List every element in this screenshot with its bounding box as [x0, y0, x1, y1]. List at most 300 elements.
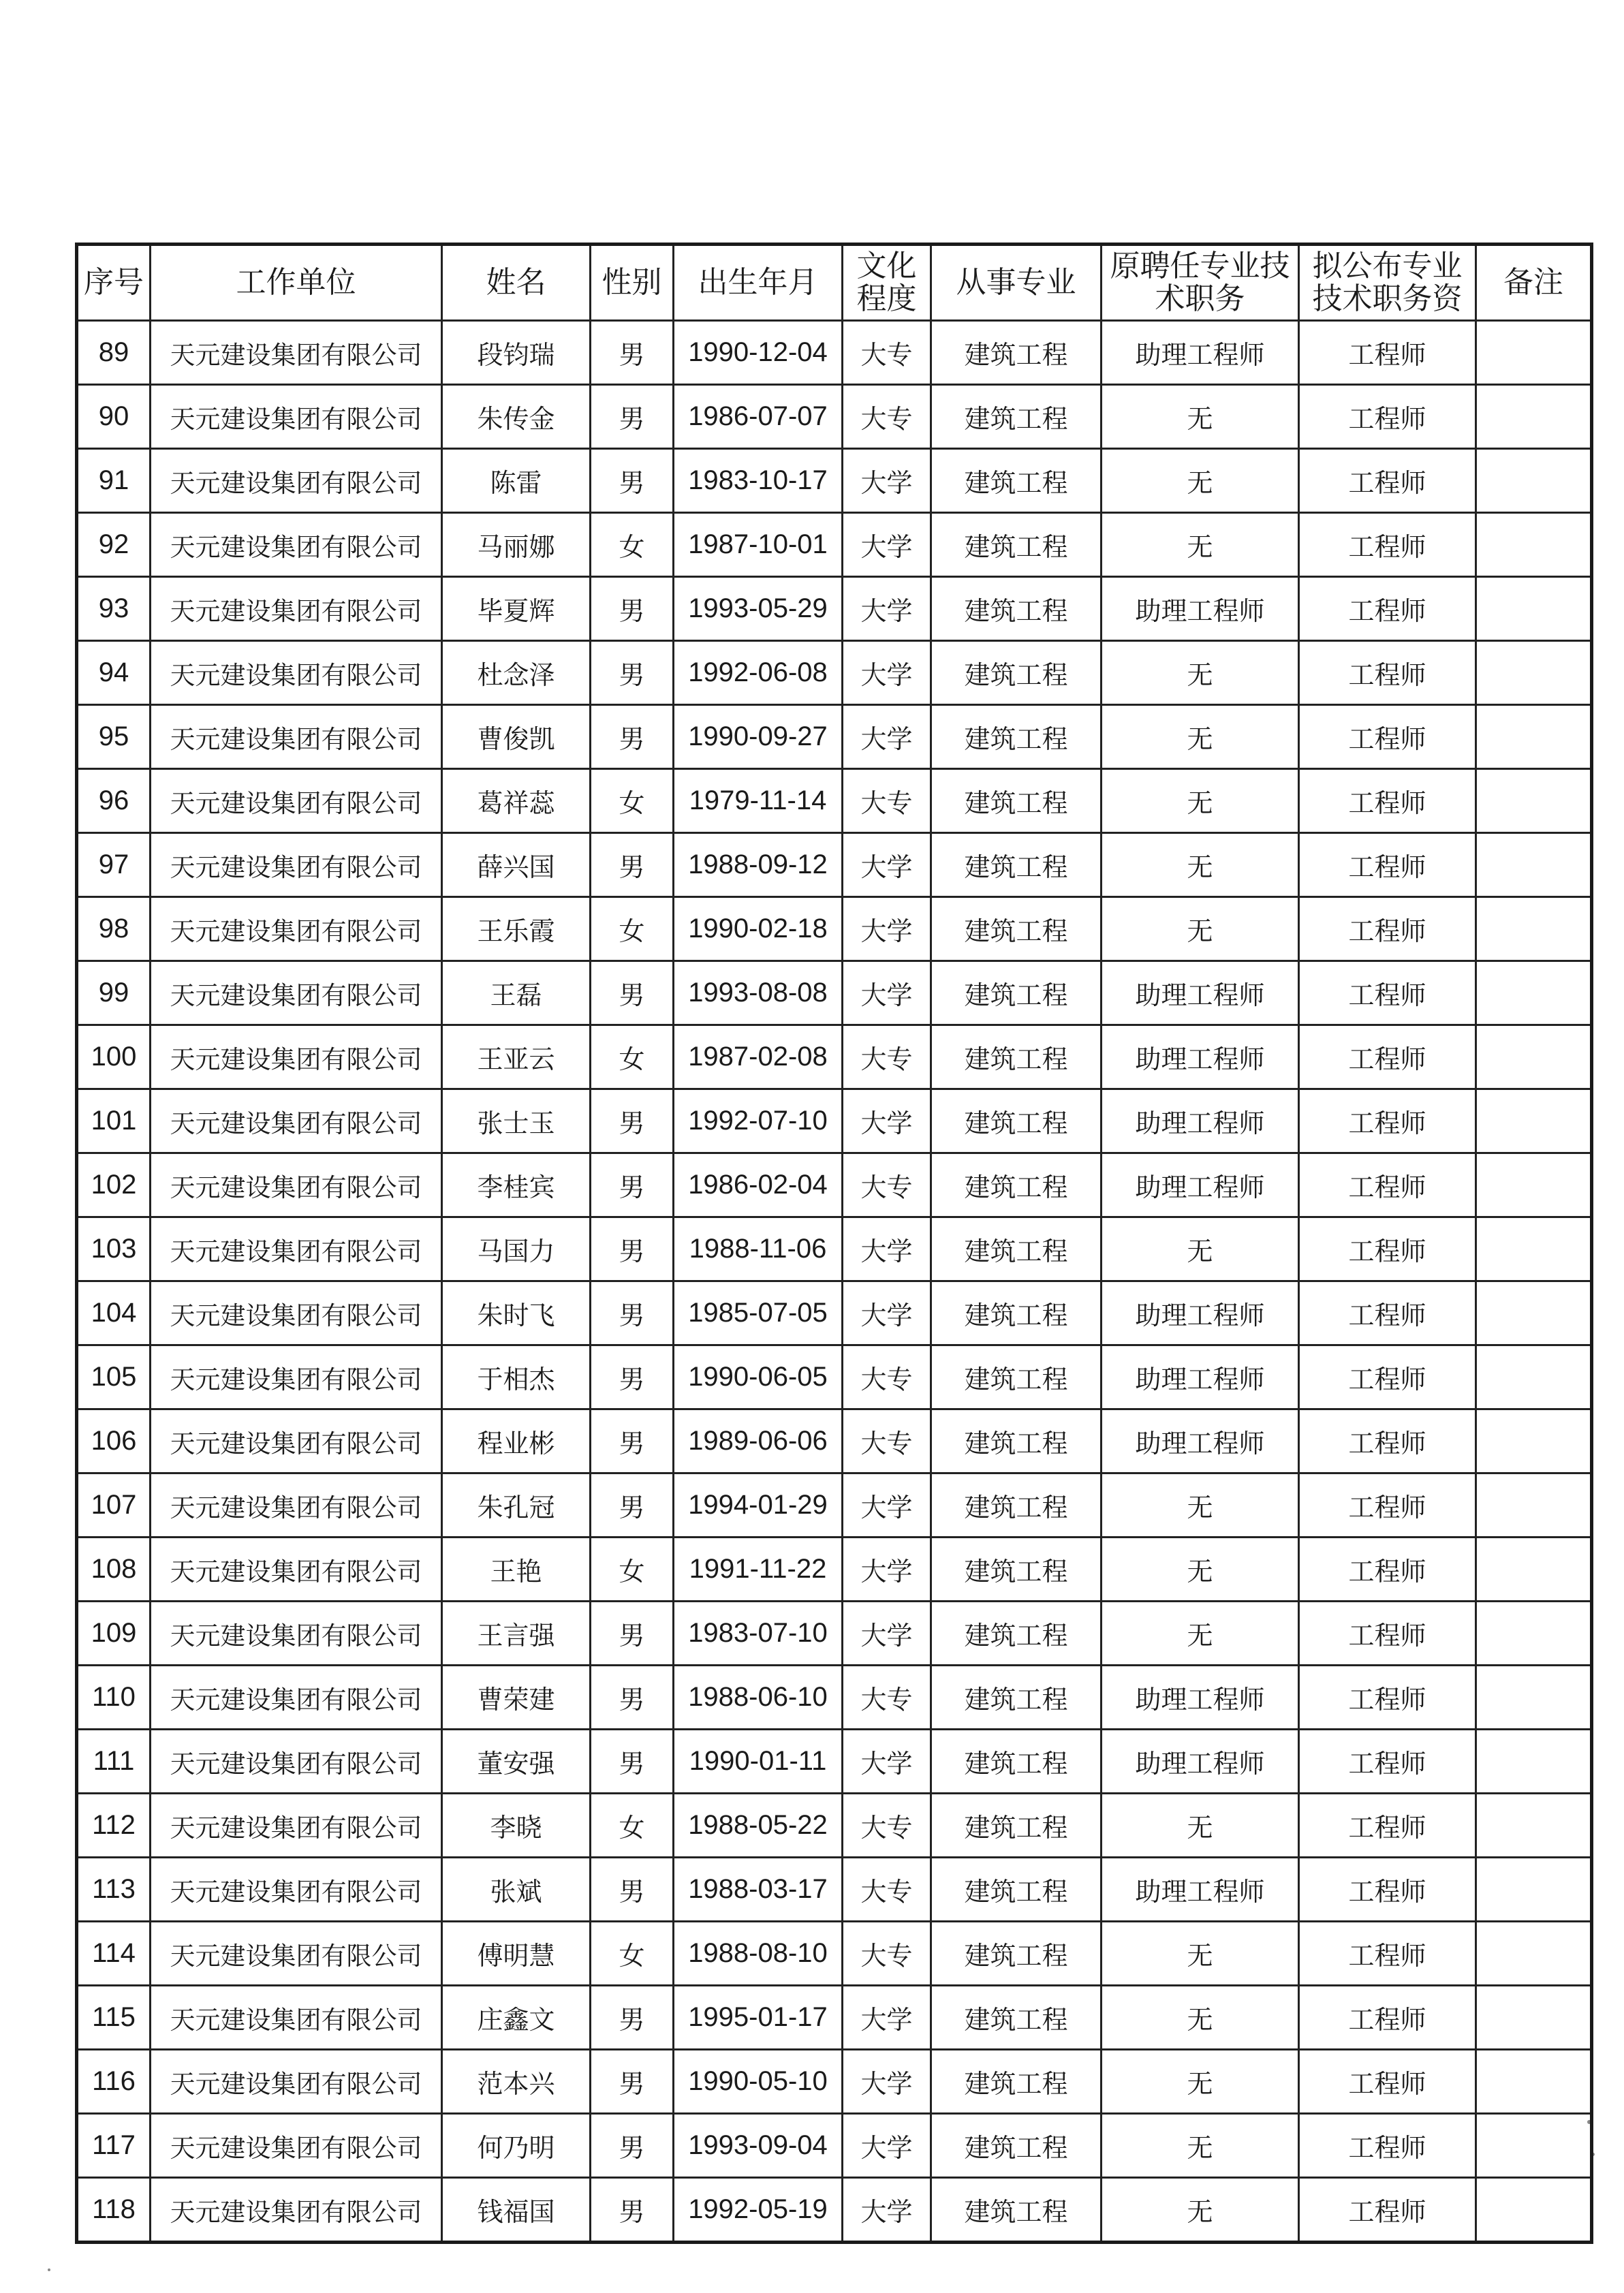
birth-date-cell: 1988-08-10 — [674, 1922, 843, 1986]
header-gender: 性别 — [591, 245, 674, 321]
row-number-cell: 102 — [77, 1153, 151, 1217]
work-unit-cell: 天元建设集团有限公司 — [151, 897, 442, 961]
note-cell — [1476, 1602, 1592, 1666]
specialty-cell: 建筑工程 — [931, 1794, 1102, 1858]
birth-date-cell: 1993-09-04 — [674, 2114, 843, 2178]
specialty-cell: 建筑工程 — [931, 321, 1102, 385]
birth-date-cell: 1995-01-17 — [674, 1986, 843, 2050]
row-number-cell: 95 — [77, 705, 151, 769]
specialty-cell: 建筑工程 — [931, 449, 1102, 513]
note-cell — [1476, 2114, 1592, 2178]
birth-date-cell: 1991-11-22 — [674, 1538, 843, 1602]
specialty-cell: 建筑工程 — [931, 385, 1102, 449]
previous-title-cell: 助理工程师 — [1102, 1089, 1299, 1153]
person-name-cell: 张斌 — [442, 1858, 591, 1922]
specialty-cell: 建筑工程 — [931, 1666, 1102, 1730]
row-number-cell: 94 — [77, 641, 151, 705]
birth-date-cell: 1988-11-06 — [674, 1217, 843, 1281]
previous-title-cell: 无 — [1102, 513, 1299, 577]
proposed-title-cell: 工程师 — [1299, 897, 1476, 961]
person-name-cell: 李桂宾 — [442, 1153, 591, 1217]
education-level-cell: 大专 — [843, 1345, 931, 1409]
work-unit-cell: 天元建设集团有限公司 — [151, 1089, 442, 1153]
proposed-title-cell: 工程师 — [1299, 1922, 1476, 1986]
education-level-cell: 大学 — [843, 705, 931, 769]
person-name-cell: 曹荣建 — [442, 1666, 591, 1730]
previous-title-cell: 无 — [1102, 833, 1299, 897]
previous-title-cell: 无 — [1102, 1217, 1299, 1281]
birth-date-cell: 1992-07-10 — [674, 1089, 843, 1153]
note-cell — [1476, 1217, 1592, 1281]
note-cell — [1476, 897, 1592, 961]
specialty-cell: 建筑工程 — [931, 1409, 1102, 1473]
work-unit-cell: 天元建设集团有限公司 — [151, 2178, 442, 2243]
row-number-cell: 105 — [77, 1345, 151, 1409]
previous-title-cell: 无 — [1102, 449, 1299, 513]
row-number-cell: 96 — [77, 769, 151, 833]
table-row — [77, 1153, 1592, 1217]
education-level-cell: 大学 — [843, 1089, 931, 1153]
table-row — [77, 1602, 1592, 1666]
previous-title-cell: 无 — [1102, 1986, 1299, 2050]
work-unit-cell: 天元建设集团有限公司 — [151, 1345, 442, 1409]
proposed-title-cell: 工程师 — [1299, 385, 1476, 449]
table-row — [77, 1922, 1592, 1986]
proposed-title-cell: 工程师 — [1299, 833, 1476, 897]
previous-title-cell: 无 — [1102, 1922, 1299, 1986]
previous-title-cell: 无 — [1102, 1538, 1299, 1602]
gender-cell: 女 — [591, 1922, 674, 1986]
gender-cell: 男 — [591, 1409, 674, 1473]
birth-date-cell: 1993-08-08 — [674, 961, 843, 1025]
row-number-cell: 98 — [77, 897, 151, 961]
gender-cell: 男 — [591, 2114, 674, 2178]
proposed-title-cell: 工程师 — [1299, 961, 1476, 1025]
specialty-cell: 建筑工程 — [931, 1538, 1102, 1602]
specialty-cell: 建筑工程 — [931, 577, 1102, 641]
proposed-title-cell: 工程师 — [1299, 1025, 1476, 1089]
header-unit: 工作单位 — [151, 245, 442, 321]
specialty-cell: 建筑工程 — [931, 1345, 1102, 1409]
birth-date-cell: 1990-09-27 — [674, 705, 843, 769]
person-name-cell: 薛兴国 — [442, 833, 591, 897]
birth-date-cell: 1992-05-19 — [674, 2178, 843, 2243]
education-level-cell: 大学 — [843, 1281, 931, 1345]
gender-cell: 男 — [591, 1602, 674, 1666]
education-level-cell: 大专 — [843, 1666, 931, 1730]
specialty-cell: 建筑工程 — [931, 705, 1102, 769]
specialty-cell: 建筑工程 — [931, 961, 1102, 1025]
gender-cell: 男 — [591, 1986, 674, 2050]
work-unit-cell: 天元建设集团有限公司 — [151, 1986, 442, 2050]
proposed-title-cell: 工程师 — [1299, 1473, 1476, 1538]
gender-cell: 男 — [591, 1666, 674, 1730]
proposed-title-cell: 工程师 — [1299, 1666, 1476, 1730]
header-major: 从事专业 — [931, 245, 1102, 321]
previous-title-cell: 助理工程师 — [1102, 1153, 1299, 1217]
person-name-cell: 杜念泽 — [442, 641, 591, 705]
note-cell — [1476, 1409, 1592, 1473]
row-number-cell: 101 — [77, 1089, 151, 1153]
education-level-cell: 大专 — [843, 1794, 931, 1858]
person-name-cell: 程业彬 — [442, 1409, 591, 1473]
work-unit-cell: 天元建设集团有限公司 — [151, 513, 442, 577]
work-unit-cell: 天元建设集团有限公司 — [151, 449, 442, 513]
previous-title-cell: 助理工程师 — [1102, 1345, 1299, 1409]
gender-cell: 男 — [591, 1281, 674, 1345]
row-number-cell: 91 — [77, 449, 151, 513]
work-unit-cell: 天元建设集团有限公司 — [151, 1025, 442, 1089]
previous-title-cell: 助理工程师 — [1102, 1025, 1299, 1089]
education-level-cell: 大学 — [843, 1986, 931, 2050]
table-row — [77, 577, 1592, 641]
education-level-cell: 大专 — [843, 769, 931, 833]
specialty-cell: 建筑工程 — [931, 1602, 1102, 1666]
specialty-cell: 建筑工程 — [931, 1217, 1102, 1281]
gender-cell: 男 — [591, 1345, 674, 1409]
work-unit-cell: 天元建设集团有限公司 — [151, 1538, 442, 1602]
gender-cell: 男 — [591, 385, 674, 449]
table-row — [77, 321, 1592, 385]
gender-cell: 女 — [591, 897, 674, 961]
person-name-cell: 李晓 — [442, 1794, 591, 1858]
previous-title-cell: 助理工程师 — [1102, 321, 1299, 385]
specialty-cell: 建筑工程 — [931, 1986, 1102, 2050]
previous-title-cell: 无 — [1102, 769, 1299, 833]
gender-cell: 男 — [591, 1473, 674, 1538]
gender-cell: 男 — [591, 1858, 674, 1922]
gender-cell: 男 — [591, 2178, 674, 2243]
proposed-title-cell: 工程师 — [1299, 513, 1476, 577]
table-row — [77, 705, 1592, 769]
specialty-cell: 建筑工程 — [931, 769, 1102, 833]
previous-title-cell: 无 — [1102, 641, 1299, 705]
person-name-cell: 王乐霞 — [442, 897, 591, 961]
previous-title-cell: 助理工程师 — [1102, 1409, 1299, 1473]
gender-cell: 女 — [591, 769, 674, 833]
person-name-cell: 张士玉 — [442, 1089, 591, 1153]
person-name-cell: 马丽娜 — [442, 513, 591, 577]
header-proposed-title: 拟公布专业技术职务资 — [1299, 245, 1476, 321]
note-cell — [1476, 1025, 1592, 1089]
table-row — [77, 1409, 1592, 1473]
table-row — [77, 2178, 1592, 2243]
gender-cell: 男 — [591, 1217, 674, 1281]
previous-title-cell: 无 — [1102, 1602, 1299, 1666]
note-cell — [1476, 321, 1592, 385]
gender-cell: 男 — [591, 2050, 674, 2114]
gender-cell: 男 — [591, 1153, 674, 1217]
education-level-cell: 大学 — [843, 1538, 931, 1602]
table-row — [77, 1345, 1592, 1409]
row-number-cell: 107 — [77, 1473, 151, 1538]
proposed-title-cell: 工程师 — [1299, 1602, 1476, 1666]
row-number-cell: 117 — [77, 2114, 151, 2178]
person-name-cell: 钱福国 — [442, 2178, 591, 2243]
birth-date-cell: 1985-07-05 — [674, 1281, 843, 1345]
row-number-cell: 116 — [77, 2050, 151, 2114]
education-level-cell: 大学 — [843, 1217, 931, 1281]
table-row — [77, 1730, 1592, 1794]
row-number-cell: 90 — [77, 385, 151, 449]
education-level-cell: 大学 — [843, 961, 931, 1025]
birth-date-cell: 1983-10-17 — [674, 449, 843, 513]
specialty-cell: 建筑工程 — [931, 513, 1102, 577]
proposed-title-cell: 工程师 — [1299, 1153, 1476, 1217]
specialty-cell: 建筑工程 — [931, 1025, 1102, 1089]
table-row — [77, 1089, 1592, 1153]
gender-cell: 女 — [591, 1025, 674, 1089]
person-name-cell: 傅明慧 — [442, 1922, 591, 1986]
previous-title-cell: 无 — [1102, 2178, 1299, 2243]
specialty-cell: 建筑工程 — [931, 897, 1102, 961]
person-name-cell: 于相杰 — [442, 1345, 591, 1409]
proposed-title-cell: 工程师 — [1299, 1794, 1476, 1858]
previous-title-cell: 无 — [1102, 1473, 1299, 1538]
note-cell — [1476, 1794, 1592, 1858]
work-unit-cell: 天元建设集团有限公司 — [151, 1153, 442, 1217]
person-name-cell: 王艳 — [442, 1538, 591, 1602]
work-unit-cell: 天元建设集团有限公司 — [151, 1602, 442, 1666]
proposed-title-cell: 工程师 — [1299, 1730, 1476, 1794]
proposed-title-cell: 工程师 — [1299, 1986, 1476, 2050]
birth-date-cell: 1993-05-29 — [674, 577, 843, 641]
note-cell — [1476, 1922, 1592, 1986]
specialty-cell: 建筑工程 — [931, 1089, 1102, 1153]
education-level-cell: 大学 — [843, 2114, 931, 2178]
work-unit-cell: 天元建设集团有限公司 — [151, 1666, 442, 1730]
note-cell — [1476, 641, 1592, 705]
row-number-cell: 92 — [77, 513, 151, 577]
education-level-cell: 大专 — [843, 321, 931, 385]
note-cell — [1476, 1858, 1592, 1922]
birth-date-cell: 1990-12-04 — [674, 321, 843, 385]
person-name-cell: 王言强 — [442, 1602, 591, 1666]
work-unit-cell: 天元建设集团有限公司 — [151, 769, 442, 833]
birth-date-cell: 1994-01-29 — [674, 1473, 843, 1538]
education-level-cell: 大学 — [843, 641, 931, 705]
previous-title-cell: 无 — [1102, 897, 1299, 961]
work-unit-cell: 天元建设集团有限公司 — [151, 2114, 442, 2178]
education-level-cell: 大学 — [843, 1473, 931, 1538]
note-cell — [1476, 1281, 1592, 1345]
note-cell — [1476, 705, 1592, 769]
table-row — [77, 1858, 1592, 1922]
work-unit-cell: 天元建设集团有限公司 — [151, 833, 442, 897]
person-name-cell: 朱孔冠 — [442, 1473, 591, 1538]
proposed-title-cell: 工程师 — [1299, 1089, 1476, 1153]
row-number-cell: 108 — [77, 1538, 151, 1602]
birth-date-cell: 1988-05-22 — [674, 1794, 843, 1858]
previous-title-cell: 助理工程师 — [1102, 1666, 1299, 1730]
table-row — [77, 769, 1592, 833]
birth-date-cell: 1983-07-10 — [674, 1602, 843, 1666]
gender-cell: 男 — [591, 577, 674, 641]
specialty-cell: 建筑工程 — [931, 1858, 1102, 1922]
proposed-title-cell: 工程师 — [1299, 449, 1476, 513]
person-name-cell: 葛祥蕊 — [442, 769, 591, 833]
previous-title-cell: 无 — [1102, 705, 1299, 769]
gender-cell: 男 — [591, 961, 674, 1025]
birth-date-cell: 1990-05-10 — [674, 2050, 843, 2114]
education-level-cell: 大学 — [843, 513, 931, 577]
specialty-cell: 建筑工程 — [931, 641, 1102, 705]
education-level-cell: 大学 — [843, 577, 931, 641]
note-cell — [1476, 1538, 1592, 1602]
gender-cell: 女 — [591, 1794, 674, 1858]
note-cell — [1476, 2050, 1592, 2114]
work-unit-cell: 天元建设集团有限公司 — [151, 961, 442, 1025]
previous-title-cell: 无 — [1102, 1794, 1299, 1858]
row-number-cell: 115 — [77, 1986, 151, 2050]
birth-date-cell: 1986-02-04 — [674, 1153, 843, 1217]
note-cell — [1476, 1473, 1592, 1538]
table-row — [77, 1281, 1592, 1345]
education-level-cell: 大学 — [843, 833, 931, 897]
row-number-cell: 114 — [77, 1922, 151, 1986]
row-number-cell: 89 — [77, 321, 151, 385]
table-row — [77, 1794, 1592, 1858]
header-dob: 出生年月 — [674, 245, 843, 321]
education-level-cell: 大专 — [843, 1858, 931, 1922]
scan-speck — [48, 2268, 50, 2271]
work-unit-cell: 天元建设集团有限公司 — [151, 577, 442, 641]
note-cell — [1476, 577, 1592, 641]
proposed-title-cell: 工程师 — [1299, 769, 1476, 833]
header-education: 文化程度 — [843, 245, 931, 321]
education-level-cell: 大专 — [843, 1409, 931, 1473]
person-name-cell: 朱时飞 — [442, 1281, 591, 1345]
birth-date-cell: 1992-06-08 — [674, 641, 843, 705]
note-cell — [1476, 1089, 1592, 1153]
note-cell — [1476, 833, 1592, 897]
person-name-cell: 范本兴 — [442, 2050, 591, 2114]
work-unit-cell: 天元建设集团有限公司 — [151, 705, 442, 769]
table-row — [77, 641, 1592, 705]
person-name-cell: 曹俊凯 — [442, 705, 591, 769]
note-cell — [1476, 1153, 1592, 1217]
proposed-title-cell: 工程师 — [1299, 2114, 1476, 2178]
work-unit-cell: 天元建设集团有限公司 — [151, 641, 442, 705]
birth-date-cell: 1990-01-11 — [674, 1730, 843, 1794]
specialty-cell: 建筑工程 — [931, 2114, 1102, 2178]
work-unit-cell: 天元建设集团有限公司 — [151, 1794, 442, 1858]
table-row — [77, 833, 1592, 897]
proposed-title-cell: 工程师 — [1299, 2178, 1476, 2243]
table-row — [77, 2114, 1592, 2178]
education-level-cell: 大专 — [843, 1922, 931, 1986]
work-unit-cell: 天元建设集团有限公司 — [151, 1730, 442, 1794]
table-row — [77, 1473, 1592, 1538]
row-number-cell: 99 — [77, 961, 151, 1025]
proposed-title-cell: 工程师 — [1299, 641, 1476, 705]
table-row — [77, 897, 1592, 961]
gender-cell: 男 — [591, 833, 674, 897]
previous-title-cell: 助理工程师 — [1102, 1858, 1299, 1922]
person-name-cell: 何乃明 — [442, 2114, 591, 2178]
gender-cell: 女 — [591, 1538, 674, 1602]
proposed-title-cell: 工程师 — [1299, 705, 1476, 769]
header-row — [77, 245, 1592, 321]
work-unit-cell: 天元建设集团有限公司 — [151, 1409, 442, 1473]
work-unit-cell: 天元建设集团有限公司 — [151, 1858, 442, 1922]
header-note: 备注 — [1476, 245, 1592, 321]
birth-date-cell: 1990-02-18 — [674, 897, 843, 961]
education-level-cell: 大学 — [843, 449, 931, 513]
row-number-cell: 103 — [77, 1217, 151, 1281]
gender-cell: 男 — [591, 449, 674, 513]
table-row — [77, 513, 1592, 577]
education-level-cell: 大学 — [843, 2178, 931, 2243]
table-row — [77, 1666, 1592, 1730]
birth-date-cell: 1988-06-10 — [674, 1666, 843, 1730]
person-name-cell: 段钧瑞 — [442, 321, 591, 385]
education-level-cell: 大学 — [843, 1602, 931, 1666]
gender-cell: 女 — [591, 513, 674, 577]
birth-date-cell: 1988-03-17 — [674, 1858, 843, 1922]
education-level-cell: 大学 — [843, 1730, 931, 1794]
specialty-cell: 建筑工程 — [931, 1922, 1102, 1986]
row-number-cell: 118 — [77, 2178, 151, 2243]
birth-date-cell: 1987-02-08 — [674, 1025, 843, 1089]
note-cell — [1476, 1666, 1592, 1730]
gender-cell: 男 — [591, 1089, 674, 1153]
header-no: 序号 — [77, 245, 151, 321]
staff-qualification-table — [75, 243, 1593, 2244]
note-cell — [1476, 1986, 1592, 2050]
person-name-cell: 董安强 — [442, 1730, 591, 1794]
proposed-title-cell: 工程师 — [1299, 321, 1476, 385]
specialty-cell: 建筑工程 — [931, 1153, 1102, 1217]
proposed-title-cell: 工程师 — [1299, 1345, 1476, 1409]
header-name: 姓名 — [442, 245, 591, 321]
row-number-cell: 113 — [77, 1858, 151, 1922]
person-name-cell: 毕夏辉 — [442, 577, 591, 641]
table-row — [77, 1538, 1592, 1602]
gender-cell: 男 — [591, 641, 674, 705]
person-name-cell: 庄鑫文 — [442, 1986, 591, 2050]
previous-title-cell: 助理工程师 — [1102, 961, 1299, 1025]
note-cell — [1476, 1730, 1592, 1794]
previous-title-cell: 无 — [1102, 2050, 1299, 2114]
table-row — [77, 2050, 1592, 2114]
education-level-cell: 大学 — [843, 897, 931, 961]
row-number-cell: 112 — [77, 1794, 151, 1858]
note-cell — [1476, 961, 1592, 1025]
table-row — [77, 1217, 1592, 1281]
note-cell — [1476, 1345, 1592, 1409]
note-cell — [1476, 385, 1592, 449]
education-level-cell: 大学 — [843, 2050, 931, 2114]
previous-title-cell: 无 — [1102, 2114, 1299, 2178]
person-name-cell: 朱传金 — [442, 385, 591, 449]
work-unit-cell: 天元建设集团有限公司 — [151, 1281, 442, 1345]
work-unit-cell: 天元建设集团有限公司 — [151, 385, 442, 449]
row-number-cell: 111 — [77, 1730, 151, 1794]
proposed-title-cell: 工程师 — [1299, 1281, 1476, 1345]
work-unit-cell: 天元建设集团有限公司 — [151, 1473, 442, 1538]
previous-title-cell: 助理工程师 — [1102, 1730, 1299, 1794]
proposed-title-cell: 工程师 — [1299, 577, 1476, 641]
note-cell — [1476, 449, 1592, 513]
specialty-cell: 建筑工程 — [931, 833, 1102, 897]
previous-title-cell: 助理工程师 — [1102, 1281, 1299, 1345]
birth-date-cell: 1986-07-07 — [674, 385, 843, 449]
specialty-cell: 建筑工程 — [931, 1281, 1102, 1345]
row-number-cell: 106 — [77, 1409, 151, 1473]
work-unit-cell: 天元建设集团有限公司 — [151, 321, 442, 385]
person-name-cell: 王磊 — [442, 961, 591, 1025]
